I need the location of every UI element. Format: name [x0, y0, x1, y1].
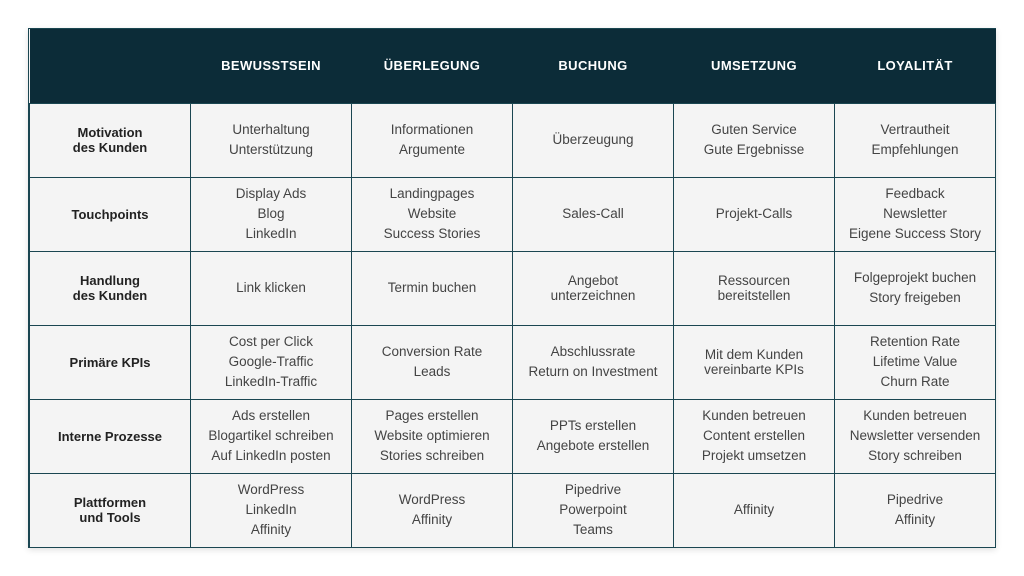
- table-cell: [191, 473, 352, 547]
- cell-line: Unterhaltung: [232, 122, 310, 137]
- row-label-line: Primäre KPIs: [69, 354, 151, 370]
- table-cell: [191, 177, 352, 251]
- row-label-line: des Kunden: [72, 140, 148, 155]
- table-cell: [191, 103, 352, 177]
- table-cell: [513, 177, 674, 251]
- cell-line: Vertrautheit: [880, 122, 950, 137]
- cell-line: Churn Rate: [880, 374, 950, 389]
- cell-line: Angebot: [567, 273, 619, 288]
- table-cell: [191, 251, 352, 325]
- header-bewusstsein: BEWUSSTSEIN: [191, 29, 352, 103]
- cell-line: LinkedIn: [245, 226, 297, 241]
- cell-line: Abschlussrate: [550, 344, 636, 359]
- row-label: [30, 251, 191, 325]
- cell-line: Story freigeben: [869, 290, 961, 305]
- cell-line: LinkedIn-Traffic: [224, 374, 318, 389]
- cell-line: Google-Traffic: [228, 354, 314, 369]
- cell-line: Kunden betreuen: [702, 408, 806, 423]
- header-umsetzung: UMSETZUNG: [674, 29, 835, 103]
- cell-line: Kunden betreuen: [863, 408, 967, 423]
- cell-line: Eigene Success Story: [848, 226, 982, 241]
- cell-line: Blog: [257, 206, 285, 221]
- table-cell: [835, 251, 996, 325]
- table-cell: [674, 103, 835, 177]
- cell-line: Affinity: [250, 522, 292, 537]
- row-label-line: Touchpoints: [71, 206, 149, 222]
- cell-line: Guten Service: [711, 122, 797, 137]
- table-cell: [835, 103, 996, 177]
- cell-line: Website optimieren: [374, 428, 490, 443]
- table-cell: [191, 399, 352, 473]
- table-row-touchpoints: [30, 177, 996, 251]
- cell-line: Pipedrive: [564, 482, 622, 497]
- cell-line: Argumente: [398, 142, 466, 157]
- cell-line: Unterstützung: [228, 142, 314, 157]
- cell-line: Empfehlungen: [871, 142, 959, 157]
- header-loyalitaet: LOYALITÄT: [835, 29, 996, 103]
- cell-line: Auf LinkedIn posten: [211, 448, 331, 463]
- cell-line: Landingpages: [389, 186, 475, 201]
- cell-line: Newsletter versenden: [849, 428, 981, 443]
- table-cell: [674, 177, 835, 251]
- table-cell: [674, 399, 835, 473]
- row-label-line: und Tools: [79, 510, 141, 525]
- row-label-line: des Kunden: [72, 288, 148, 303]
- cell-line: Story schreiben: [868, 448, 962, 463]
- row-label-line: Handlung: [80, 273, 140, 288]
- cell-line: bereitstellen: [717, 288, 791, 303]
- table-cell: [513, 251, 674, 325]
- table-cell: [835, 399, 996, 473]
- cell-line: Retention Rate: [869, 334, 961, 349]
- cell-line: unterzeichnen: [550, 288, 636, 303]
- cell-line: Pipedrive: [886, 492, 944, 507]
- cell-line: Affinity: [411, 512, 453, 527]
- row-label-line: Interne Prozesse: [57, 428, 163, 444]
- row-label: [30, 399, 191, 473]
- cell-line: Termin buchen: [387, 280, 477, 295]
- cell-line: Angebote erstellen: [536, 438, 650, 453]
- cell-line: WordPress: [237, 482, 305, 497]
- header-ueberlegung: ÜBERLEGUNG: [352, 29, 513, 103]
- header-buchung: BUCHUNG: [513, 29, 674, 103]
- row-label: [30, 103, 191, 177]
- row-label: [30, 325, 191, 399]
- table-row-handlung: [30, 251, 996, 325]
- row-label: [30, 473, 191, 547]
- cell-line: Leads: [413, 364, 451, 379]
- cell-line: Ads erstellen: [231, 408, 311, 423]
- cell-line: Ressourcen: [717, 273, 791, 288]
- table-cell: [835, 473, 996, 547]
- cell-line: Content erstellen: [702, 428, 806, 443]
- table-row-kpis: [30, 325, 996, 399]
- table-cell: [513, 103, 674, 177]
- row-label: [30, 177, 191, 251]
- cell-line: Affinity: [733, 502, 775, 517]
- cell-line: Powerpoint: [559, 502, 627, 517]
- cell-line: Conversion Rate: [381, 344, 483, 359]
- cell-line: Link klicken: [236, 280, 306, 295]
- cell-line: Stories schreiben: [379, 448, 485, 463]
- table-cell: [674, 251, 835, 325]
- table-cell: [352, 251, 513, 325]
- cell-line: Display Ads: [235, 186, 307, 201]
- cell-line: Cost per Click: [228, 334, 314, 349]
- cell-line: Blogartikel schreiben: [208, 428, 334, 443]
- cell-line: Überzeugung: [552, 132, 634, 147]
- cell-line: WordPress: [398, 492, 466, 507]
- header-row: [30, 29, 996, 103]
- row-label-line: Plattformen: [73, 495, 147, 510]
- table-cell: [352, 325, 513, 399]
- table-cell: [513, 325, 674, 399]
- table-cell: [835, 325, 996, 399]
- cell-line: Website: [407, 206, 457, 221]
- table-row-prozesse: [30, 399, 996, 473]
- table-cell: [191, 325, 352, 399]
- table-row-plattformen: [30, 473, 996, 547]
- cell-line: Sales-Call: [562, 206, 624, 221]
- table-cell: [352, 103, 513, 177]
- table-row-motivation: [30, 103, 996, 177]
- table-cell: [352, 473, 513, 547]
- table-cell: [352, 177, 513, 251]
- header-corner: [30, 29, 191, 103]
- cell-line: Projekt-Calls: [715, 206, 793, 221]
- table-cell: [352, 399, 513, 473]
- row-label-line: Motivation: [77, 125, 143, 140]
- cell-line: Return on Investment: [528, 364, 658, 379]
- cell-line: Informationen: [390, 122, 474, 137]
- table-cell: [674, 325, 835, 399]
- table-cell: [513, 399, 674, 473]
- customer-journey-table-container: [28, 28, 996, 548]
- cell-line: Success Stories: [383, 226, 481, 241]
- cell-line: Gute Ergebnisse: [703, 142, 805, 157]
- cell-line: Affinity: [894, 512, 936, 527]
- cell-line: Mit dem Kunden: [704, 347, 804, 362]
- cell-line: Pages erstellen: [385, 408, 479, 423]
- cell-line: Newsletter: [883, 206, 947, 221]
- cell-line: Feedback: [885, 186, 945, 201]
- cell-line: vereinbarte KPIs: [704, 362, 804, 377]
- cell-line: Projekt umsetzen: [701, 448, 807, 463]
- table-body: [30, 103, 996, 547]
- table-cell: [835, 177, 996, 251]
- table-cell: [513, 473, 674, 547]
- cell-line: LinkedIn: [245, 502, 297, 517]
- cell-line: PPTs erstellen: [549, 418, 637, 433]
- table-cell: [674, 473, 835, 547]
- cell-line: Folgeprojekt buchen: [853, 270, 977, 285]
- customer-journey-table: [29, 29, 996, 548]
- cell-line: Teams: [573, 522, 613, 537]
- cell-line: Lifetime Value: [872, 354, 958, 369]
